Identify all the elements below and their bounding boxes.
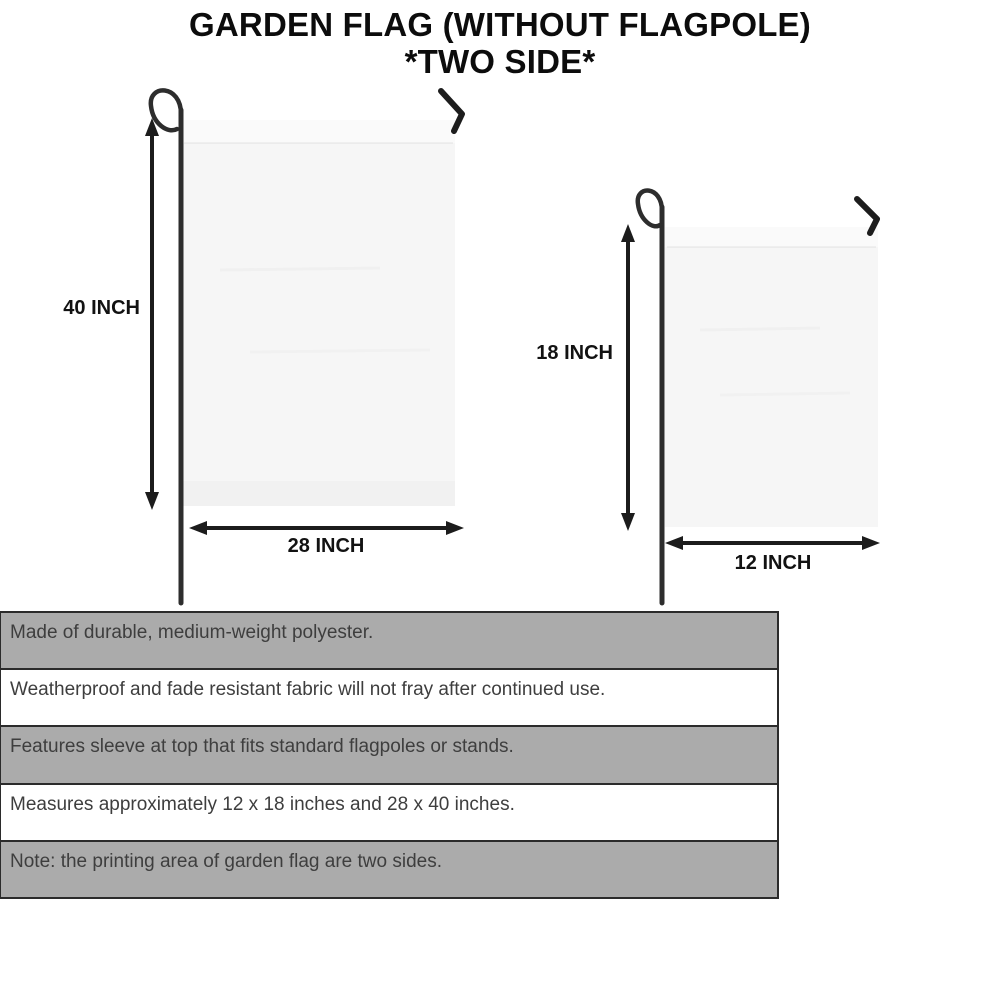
small-flag-crease <box>700 328 820 330</box>
spec-row-measures <box>1 783 777 840</box>
large-flag-width-label: 28 INCH <box>287 535 365 557</box>
large-flag-fabric <box>182 120 455 506</box>
large-flag-height-arrow <box>145 118 159 510</box>
small-flag-crease <box>720 393 850 395</box>
spec-table <box>0 611 779 899</box>
large-flag-crease <box>250 350 430 352</box>
spec-row-text: Measures approximately 12 x 18 inches and 28 x 40 inches. <box>10 793 515 815</box>
large-flagpole-loop <box>151 90 181 130</box>
large-flag-crease <box>220 268 380 270</box>
large-flag-sleeve <box>182 120 455 143</box>
title-line-1: GARDEN FLAG (WITHOUT FLAGPOLE) <box>189 6 811 43</box>
spec-row-material <box>1 613 777 668</box>
large-flag-width-arrow <box>189 521 464 535</box>
small-flag-height-arrow <box>621 224 635 531</box>
spec-row-sleeve <box>1 725 777 782</box>
small-flag-fabric <box>665 227 878 527</box>
small-flagpole-loop <box>638 191 662 227</box>
small-flag-sleeve <box>665 227 878 247</box>
spec-row-note <box>1 840 777 897</box>
large-flag-height-label: 40 INCH <box>63 297 140 319</box>
small-flag-group <box>621 191 880 603</box>
title-line-2: *TWO SIDE* <box>404 43 596 80</box>
spec-row-text: Features sleeve at top that fits standard flagpoles or stands. <box>10 736 514 758</box>
spec-row-text: Weatherproof and fade resistant fabric will not fray after continued use. <box>10 679 606 701</box>
small-flag-width-arrow <box>665 536 880 550</box>
large-flag-bottom-shade <box>182 481 455 506</box>
spec-row-weatherproof <box>1 668 777 725</box>
small-flag-width-label: 12 INCH <box>734 552 812 574</box>
spec-row-text: Note: the printing area of garden flag are two sides. <box>10 850 442 872</box>
spec-row-text: Made of durable, medium-weight polyester. <box>10 622 374 643</box>
small-flag-height-label: 18 INCH <box>536 342 613 364</box>
large-flag-group <box>145 90 464 603</box>
